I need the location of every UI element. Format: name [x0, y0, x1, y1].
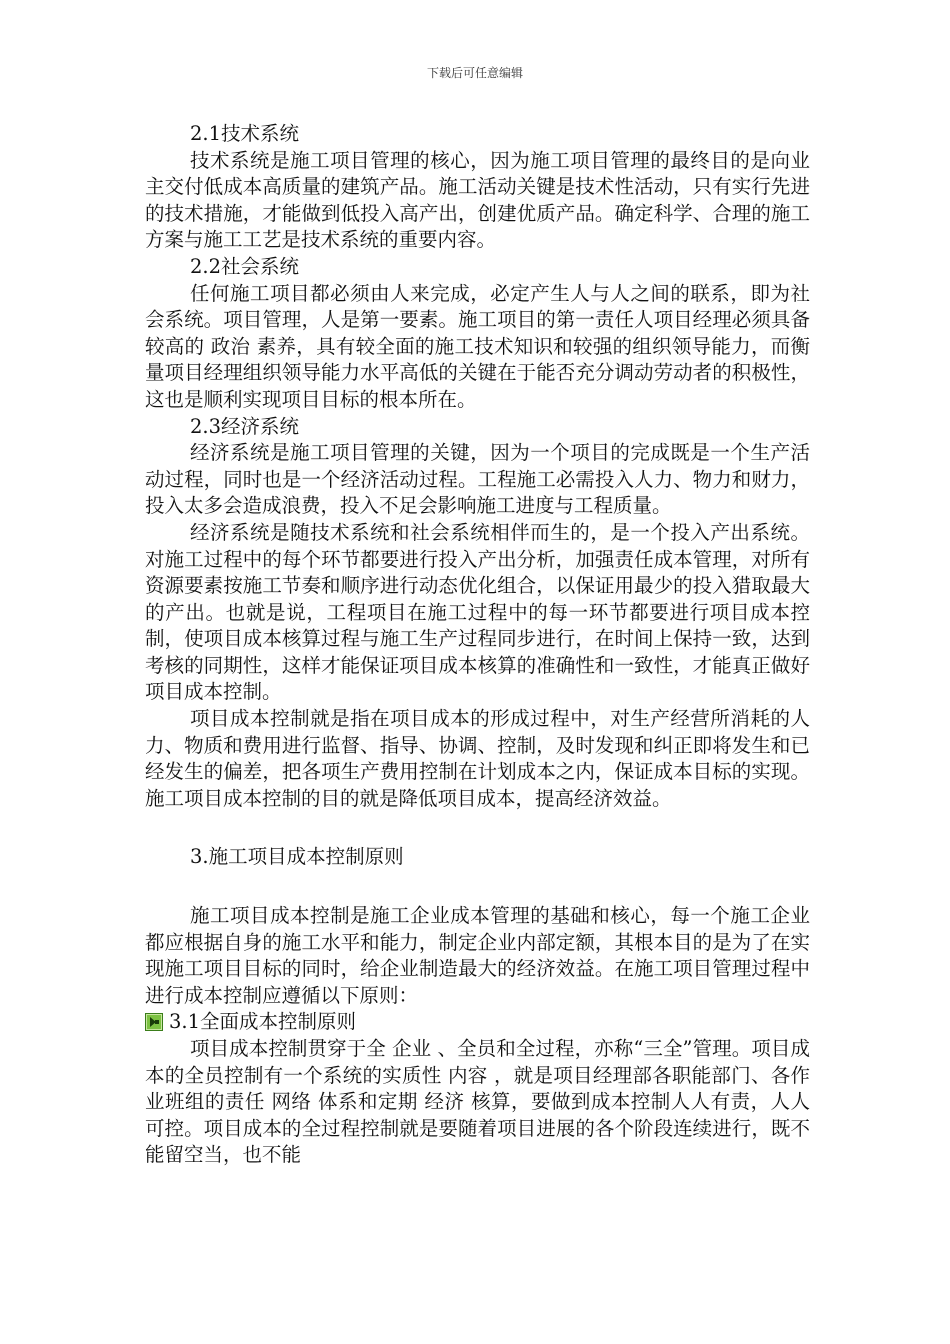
document-body: [145, 121, 810, 1169]
note-arrow-icon[interactable]: [145, 1012, 163, 1030]
section-heading-2-1: 2.1技术系统: [190, 122, 300, 145]
section-heading-2-3: 2.3经济系统: [190, 414, 300, 438]
spacer: [145, 871, 810, 903]
section-heading-3-1-row: [145, 1009, 810, 1036]
section-paragraph-3: 施工项目成本控制是施工企业成本管理的基础和核心，每一个施工企业都应根据自身的施工水平和能力，制定企业内部定额，其根本目的是为了在实现施工项目目标的同时，给企业制造最大的经济效益。在施工项目管理过程中进行成本控制应遵循以下原则：: [145, 904, 810, 1007]
spacer: [145, 812, 810, 844]
section-paragraph-2-2: 任何施工项目都必须由人来完成，必定产生人与人之间的联系，即为社会系统。项目管理，人是第一要素。施工项目的第一责任人项目经理必须具备较高的 政治 素养，具有较全面的施工技术知识和较强的组织领导能力，而衡量项目经理组织领导能力水平高低的关键在于能否充分调动劳动者的积极性，这也是顺利实现项目目标的根本所在。: [145, 281, 810, 411]
section-paragraph-3-1: 项目成本控制贯穿于全 企业 、全员和全过程，亦称“三全”管理。项目成本的全员控制有一个系统的实质性 内容 ，就是项目经理部各职能部门、各作业班组的责任 网络 体系和定期 经济 核算，要做到成本控制人人有责，人人可控。项目成本的全过程控制就是要随着项目进展的各个阶段连续进行，既不能留空当，也不能: [145, 1037, 810, 1167]
section-heading-3-1: 3.1全面成本控制原则: [169, 1010, 357, 1034]
section-heading-3: 3.施工项目成本控制原则: [190, 845, 404, 869]
section-heading-2-2: 2.2社会系统: [190, 254, 300, 278]
section-paragraph-2-3-a: 经济系统是施工项目管理的关键，因为一个项目的完成既是一个生产活动过程，同时也是一个经济活动过程。工程施工必需投入人力、物力和财力，投入太多会造成浪费，投入不足会影响施工进度与工程质量。: [145, 441, 810, 518]
section-paragraph-2-1: 技术系统是施工项目管理的核心，因为施工项目管理的最终目的是向业主交付低成本高质量的建筑产品。施工活动关键是技术性活动，只有实行先进的技术措施，才能做到低投入高产出，创建优质产品。确定科学、合理的施工方案与施工工艺是技术系统的重要内容。: [145, 148, 810, 252]
section-paragraph-2-3-b: 经济系统是随技术系统和社会系统相伴而生的，是一个投入产出系统。对施工过程中的每个环节都要进行投入产出分析，加强责任成本管理，对所有资源要素按施工节奏和顺序进行动态优化组合，以保证用最少的投入猎取最大的产出。也就是说，工程项目在施工过程中的每一环节都要进行项目成本控制，使项目成本核算过程与施工生产过程同步进行，在时间上保持一致，达到考核的同期性，这样才能保证项目成本核算的准确性和一致性，才能真正做好项目成本控制。: [145, 520, 810, 704]
page-header: 下载后可任意编辑: [426, 66, 523, 80]
section-paragraph-2-3-c: 项目成本控制就是指在项目成本的形成过程中，对生产经营所消耗的人力、物质和费用进行监督、指导、协调、控制，及时发现和纠正即将发生和已经发生的偏差，把各项生产费用控制在计划成本之内，保证成本目标的实现。施工项目成本控制的目的就是降低项目成本，提高经济效益。: [145, 707, 810, 810]
